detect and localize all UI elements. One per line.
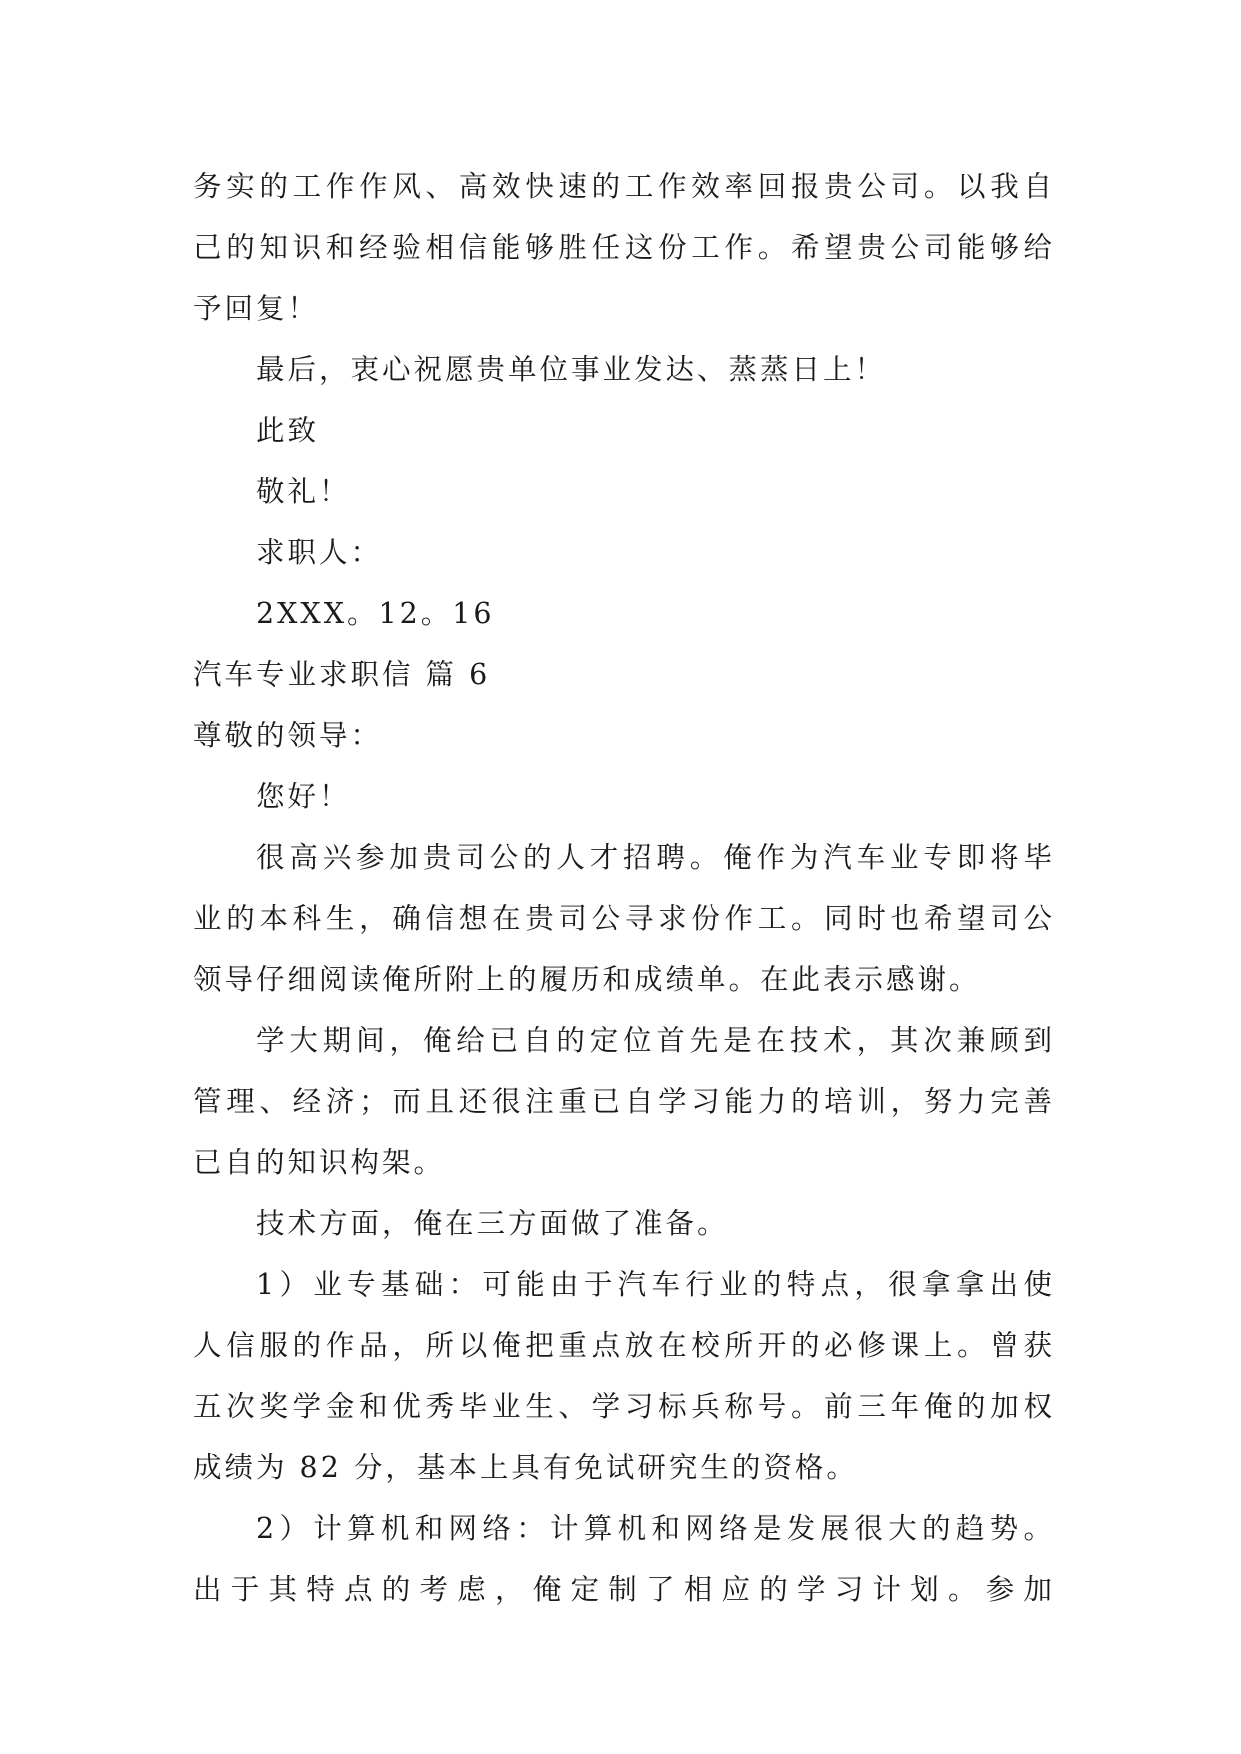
- paragraph-line: 学大期间，俺给已自的定位首先是在技术，其次兼顾到: [256, 1024, 1055, 1057]
- paragraph-line: 出于其特点的考虑，俺定制了相应的学习计划。参加: [193, 1573, 1055, 1606]
- paragraph-line: 己的知识和经验相信能够胜任这份工作。希望贵公司能够给: [193, 231, 1055, 264]
- closing-wish: 最后，衷心祝愿贵单位事业发达、蒸蒸日上！: [256, 353, 887, 386]
- paragraph-line: 1）业专基础：可能由于汽车行业的特点，很拿拿出使: [256, 1268, 1055, 1301]
- paragraph-line: 予回复！: [193, 292, 320, 325]
- salutation-closing: 此致: [256, 414, 320, 447]
- paragraph-line: 务实的工作作风、高效快速的工作效率回报贵公司。以我自: [193, 170, 1055, 203]
- paragraph-line: 2）计算机和网络：计算机和网络是发展很大的趋势。: [256, 1512, 1055, 1545]
- letter-date: 2XXX。12。16: [256, 597, 495, 630]
- document-page: [193, 156, 1055, 1620]
- paragraph-line: 业的本科生，确信想在贵司公寻求份作工。同时也希望司公: [193, 902, 1055, 935]
- paragraph-line: 五次奖学金和优秀毕业生、学习标兵称号。前三年俺的加权: [193, 1390, 1055, 1423]
- paragraph-line: 已自的知识构架。: [193, 1146, 446, 1179]
- paragraph-line: 人信服的作品，所以俺把重点放在校所开的必修课上。曾获: [193, 1329, 1055, 1362]
- applicant-signature: 求职人：: [256, 536, 383, 569]
- paragraph-line: 领导仔细阅读俺所附上的履历和成绩单。在此表示感谢。: [193, 963, 981, 996]
- section-title: 汽车专业求职信 篇 6: [193, 658, 491, 691]
- letter-greeting: 尊敬的领导：: [193, 719, 383, 752]
- paragraph-line: 很高兴参加贵司公的人才招聘。俺作为汽车业专即将毕: [256, 841, 1055, 874]
- paragraph-line: 管理、经济；而且还很注重已自学习能力的培训，努力完善: [193, 1085, 1055, 1118]
- letter-hello: 您好！: [256, 780, 351, 813]
- paragraph-line: 成绩为 82 分，基本上具有免试研究生的资格。: [193, 1451, 858, 1484]
- salutation-regards: 敬礼！: [256, 475, 351, 508]
- paragraph-line: 技术方面，俺在三方面做了准备。: [256, 1207, 729, 1240]
